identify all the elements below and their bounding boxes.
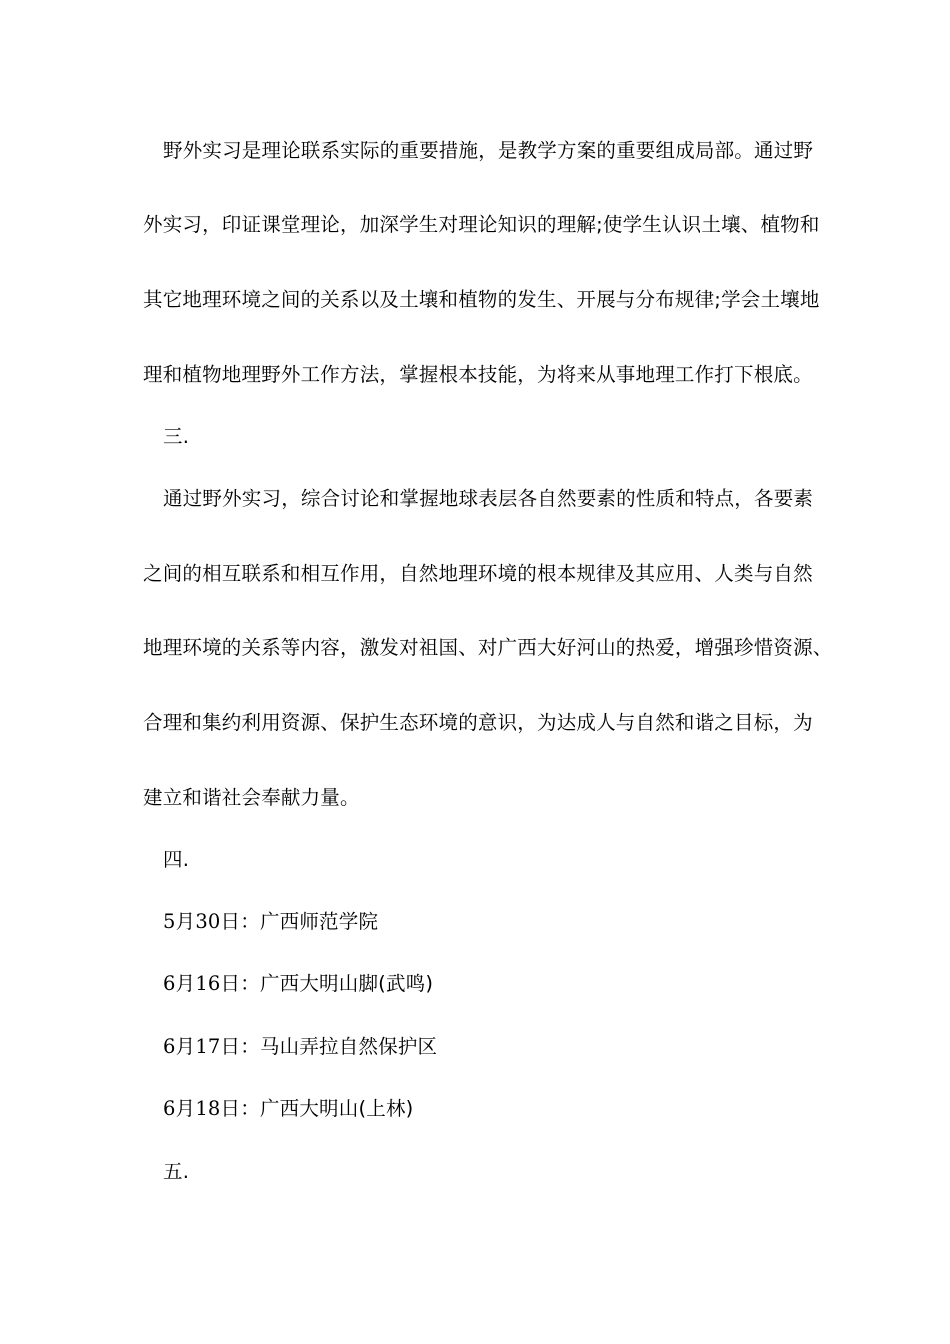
schedule-day: 18	[195, 1097, 221, 1120]
schedule-day: 17	[195, 1035, 221, 1058]
schedule-place: 马山弄拉自然保护区	[259, 1035, 438, 1058]
schedule-item-2	[163, 972, 843, 996]
schedule-month-unit: 月	[175, 1035, 196, 1058]
schedule-month: 6	[163, 1097, 176, 1120]
paragraph-2-line-2: 之间的相互联系和相互作用，自然地理环境的根本规律及其应用、人类与自然	[143, 562, 813, 585]
schedule-day-unit: 日：	[220, 1035, 260, 1058]
schedule-month-unit: 月	[175, 1097, 196, 1120]
schedule-day-unit: 日：	[220, 910, 260, 933]
schedule-day-unit: 日：	[220, 972, 260, 995]
schedule-month: 6	[163, 1035, 176, 1058]
section-heading-3: 三.	[163, 425, 190, 448]
paragraph-2-line-4: 合理和集约利用资源、保护生态环境的意识，为达成人与自然和谐之目标，为	[143, 711, 813, 734]
paragraph-2-line-3: 地理环境的关系等内容，激发对祖国、对广西大好河山的热爱，增强珍惜资源、	[143, 636, 833, 659]
section-heading-4: 四.	[163, 848, 190, 871]
paragraph-1-line-4: 理和植物地理野外工作方法，掌握根本技能，为将来从事地理工作打下根底。	[143, 363, 813, 386]
schedule-item-3	[163, 1035, 843, 1059]
schedule-month: 5	[163, 910, 176, 933]
schedule-place: 广西大明山(上林)	[259, 1097, 414, 1120]
schedule-item-1	[163, 910, 843, 934]
paragraph-1-line-1: 野外实习是理论联系实际的重要措施，是教学方案的重要组成局部。通过野	[163, 139, 814, 162]
section-heading-5: 五.	[163, 1160, 190, 1183]
schedule-month-unit: 月	[175, 972, 196, 995]
paragraph-1-line-3: 其它地理环境之间的关系以及土壤和植物的发生、开展与分布规律;学会土壤地	[143, 288, 820, 311]
paragraph-1-line-2: 外实习，印证课堂理论，加深学生对理论知识的理解;使学生认识土壤、植物和	[143, 213, 820, 236]
schedule-day-unit: 日：	[220, 1097, 260, 1120]
paragraph-2-line-1: 通过野外实习，综合讨论和掌握地球表层各自然要素的性质和特点，各要素	[163, 487, 814, 510]
schedule-day: 16	[195, 972, 221, 995]
schedule-month-unit: 月	[175, 910, 196, 933]
schedule-month: 6	[163, 972, 176, 995]
schedule-day: 30	[195, 910, 221, 933]
schedule-item-4	[163, 1097, 843, 1121]
paragraph-2-line-5: 建立和谐社会奉献力量。	[143, 786, 360, 809]
schedule-place: 广西师范学院	[259, 910, 379, 933]
schedule-place: 广西大明山脚(武鸣)	[259, 972, 434, 995]
